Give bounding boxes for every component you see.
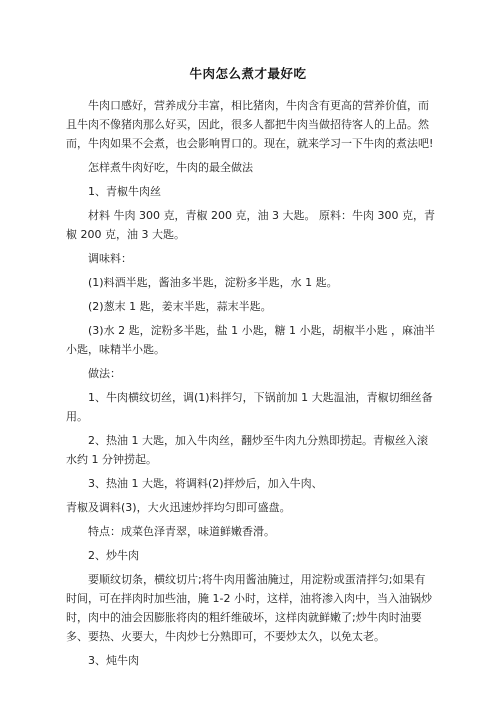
intro-paragraph: 牛肉口感好，营养成分丰富，相比猪肉，牛肉含有更高的营养价值，而且牛肉不像猪肉那么好买，因此，很多人都把牛肉当做招待客人的上品。然而，牛肉如果不会煮，也会影响胃口的。现在，就来学习一下牛肉的煮法吧! <box>66 99 434 150</box>
page-title: 牛肉怎么煮才最好吃 <box>189 66 307 81</box>
step-3: 3、热油 1 大匙，将调料(2)拌炒后，加入牛肉、 <box>88 477 323 490</box>
seasoning-label: 调味料： <box>88 252 132 265</box>
seasoning-1: (1)料酒半匙，酱油多半匙，淀粉多半匙，水 1 匙。 <box>88 276 338 289</box>
step-2: 2、热油 1 大匙，加入牛肉丝，翻炒至牛肉九分熟即捞起。青椒丝入滚水约 1 分钟捞起。 <box>66 434 428 466</box>
section-heading: 怎样煮牛肉好吃，牛肉的最全做法 <box>88 161 253 174</box>
article-body <box>66 96 436 675</box>
dish3-heading: 3、炖牛肉 <box>88 654 139 667</box>
method-label: 做法： <box>88 367 121 380</box>
seasoning-2: (2)葱末 1 匙，姜末半匙，蒜末半匙。 <box>88 300 272 313</box>
step-3-cont: 青椒及调料(3)，大火迅速炒拌均匀即可盛盘。 <box>66 501 291 514</box>
seasoning-3: (3)水 2 匙，淀粉多半匙，盐 1 小匙，糖 1 小匙，胡椒半小匙 ，麻油半小匙，味精半小匙。 <box>66 324 436 356</box>
dish2-text: 要顺纹切条，横纹切片;将牛肉用酱油腌过，用淀粉或蛋清拌匀;如果有时间，可在拌肉时加些油，腌 1-2 小时，这样，油将渗入肉中，当入油锅炒时，肉中的油会因膨胀将肉的粗纤维破坏，这样肉就鲜嫩了;炒牛肉时油要多、要热、火要大，牛肉炒七分熟即可，不要炒太久，以免太老。 <box>66 573 432 643</box>
dish2-heading: 2、炒牛肉 <box>88 549 139 562</box>
dish1-heading: 1、青椒牛肉丝 <box>88 185 161 198</box>
step-1: 1、牛肉横纹切丝，调(1)料拌匀，下锅前加 1 大匙温油，青椒切细丝备用。 <box>66 391 433 423</box>
dish1-materials: 材料 牛肉 300 克，青椒 200 克，油 3 大匙。 原料：牛肉 300 克，青椒 200 克，油 3 大匙。 <box>66 209 435 241</box>
dish1-features: 特点：成菜色泽青翠，味道鲜嫩香滑。 <box>88 525 275 538</box>
